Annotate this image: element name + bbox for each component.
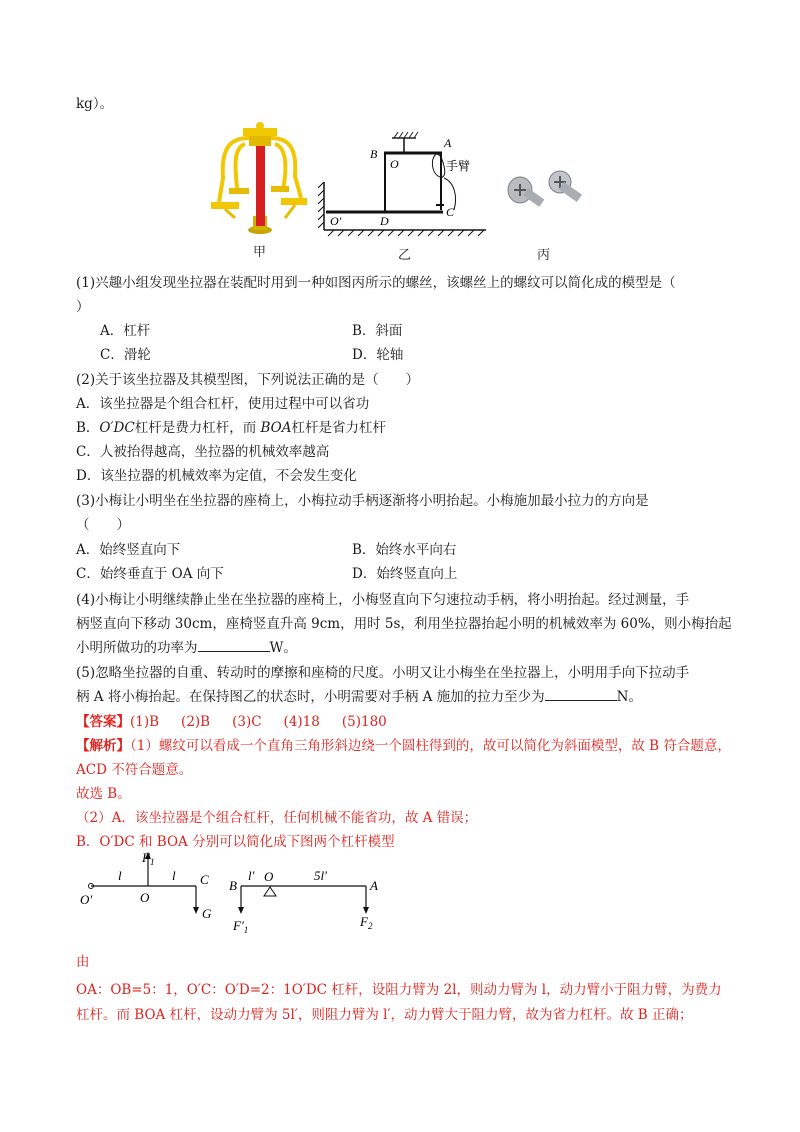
lever1-C: C bbox=[200, 872, 209, 887]
lever2 bbox=[229, 868, 378, 935]
q4-line3-unit: W。 bbox=[269, 640, 297, 656]
answer-label: 【答案】 bbox=[76, 714, 130, 730]
analysis-line2: ACD 不符合题意。 bbox=[76, 762, 193, 778]
lever2-F1prime-letter: F′ bbox=[233, 918, 244, 933]
q2-option-b-prefix: B． bbox=[76, 420, 100, 436]
q2-option-b-suffix: 杠杆是省力杠杆 bbox=[291, 420, 387, 436]
q2-option-b-mid: 杠杆是费力杠杆，而 bbox=[134, 420, 261, 436]
lever-models-diagram bbox=[76, 850, 396, 936]
yi-label-A: A bbox=[444, 136, 452, 150]
figure-yi-label: 乙 bbox=[398, 248, 412, 263]
lever1-Oprime: O′ bbox=[80, 892, 93, 907]
q5-line2-unit: N。 bbox=[616, 689, 642, 705]
lever2-O: O bbox=[264, 869, 274, 884]
q1-option-d: D．轮轴 bbox=[352, 347, 404, 363]
q3-stem-line2: （ ） bbox=[76, 517, 130, 533]
lever2-F1prime bbox=[232, 918, 248, 935]
lever2-five-l: 5l′ bbox=[314, 868, 327, 883]
answer-item-2: (2)B bbox=[181, 714, 211, 730]
q1-stem-line1: (1)兴趣小组发现坐拉器在装配时用到一种如图丙所示的螺丝，该螺丝上的螺纹可以简化成的模型是（ bbox=[76, 275, 676, 291]
yi-label-O: O bbox=[390, 157, 399, 171]
q1-option-b: B．斜面 bbox=[352, 323, 403, 339]
figure-jia-label: 甲 bbox=[253, 245, 267, 260]
lever2-A: A bbox=[370, 878, 378, 893]
top-line-fragment: kg）。 bbox=[76, 96, 114, 112]
yi-label-arm: 手臂 bbox=[446, 159, 471, 173]
analysis-label: 【解析】 bbox=[76, 738, 130, 754]
q5-line2-text: 柄 A 将小梅抬起。在保持图乙的状态时，小明需要对手柄 A 施加的拉力至少为 bbox=[76, 689, 545, 705]
lever1-F1 bbox=[141, 850, 154, 867]
q4-line3 bbox=[76, 636, 297, 656]
lever1-O: O bbox=[140, 890, 150, 905]
analysis-line8: 杠杆。而 BOA 杠杆，设动力臂为 5l′，则阻力臂为 l′，动力臂大于阻力臂，故为省力杠杆。故 B 正确； bbox=[76, 1007, 693, 1023]
answer-item-5: (5)180 bbox=[341, 714, 387, 730]
answer-line bbox=[76, 710, 387, 730]
lever2-B: B bbox=[229, 878, 237, 893]
lever1-l-left: l bbox=[118, 868, 122, 883]
lever2-F1prime-sub: 1 bbox=[243, 925, 249, 935]
q2-option-a: A．该坐拉器是个组合杠杆，使用过程中可以省功 bbox=[76, 396, 370, 412]
q1-option-c: C．滑轮 bbox=[100, 347, 151, 363]
q4-answer-blank[interactable] bbox=[198, 639, 270, 652]
analysis-line4: （2）A．该坐拉器是个组合杠杆，任何机械不能省功，故 A 错误； bbox=[76, 810, 478, 826]
figure-yi-diagram bbox=[318, 130, 493, 242]
lever2-lprime: l′ bbox=[248, 868, 255, 883]
figure-bing-label: 丙 bbox=[537, 248, 551, 263]
analysis-line7: OA：OB=5：1，O′C：O′D=2：1O′DC 杠杆，设阻力臂为 2l，则动力臂为 l，动力臂小于阻力臂，为费力 bbox=[76, 982, 722, 998]
lever2-F2-letter: F bbox=[360, 914, 368, 929]
analysis-line6: 由 bbox=[76, 954, 90, 970]
yi-label-D: D bbox=[380, 214, 389, 228]
q5-line1: (5)忽略坐拉器的自重、转动时的摩擦和座椅的尺度。小明又让小梅坐在坐拉器上，小明用手向下拉动手 bbox=[76, 665, 690, 681]
lever1 bbox=[80, 850, 212, 921]
q5-line2 bbox=[76, 685, 642, 705]
figure-bing-screws bbox=[500, 168, 595, 224]
q3-option-a: A．始终竖直向下 bbox=[76, 542, 181, 558]
analysis-line3: 故选 B。 bbox=[76, 786, 131, 802]
q4-line3-text: 小明所做功的功率为 bbox=[76, 640, 198, 656]
q4-line1: (4)小梅让小明继续静止坐在坐拉器的座椅上，小梅竖直向下匀速拉动手柄，将小明抬起。经过测量，手 bbox=[76, 592, 690, 608]
analysis-line5: B．O′DC 和 BOA 分别可以简化成下图两个杠杆模型 bbox=[76, 834, 395, 850]
lever2-F2-sub: 2 bbox=[367, 921, 373, 931]
q2-stem: (2)关于该坐拉器及其模型图，下列说法正确的是（ ） bbox=[76, 372, 420, 388]
lever1-G: G bbox=[202, 906, 212, 921]
yi-label-B: B bbox=[370, 147, 378, 161]
analysis-line1-text: （1）螺纹可以看成一个直角三角形斜边绕一个圆柱得到的，故可以简化为斜面模型，故 B 符合题意， bbox=[130, 738, 731, 754]
lever1-F1-sub: 1 bbox=[149, 857, 155, 867]
answer-item-3: (3)C bbox=[232, 714, 262, 730]
lever2-F2 bbox=[359, 914, 373, 931]
figure-jia-machine bbox=[205, 118, 310, 240]
q1-option-a: A．杠杆 bbox=[100, 323, 151, 339]
yi-label-Oprime: O′ bbox=[330, 214, 342, 228]
q3-stem-line1: (3)小梅让小明坐在坐拉器的座椅上，小梅拉动手柄逐渐将小明抬起。小梅施加最小拉力的方向是 bbox=[76, 493, 649, 509]
q1-stem-line2: ） bbox=[76, 299, 90, 315]
q2-option-d: D．该坐拉器的机械效率为定值，不会发生变化 bbox=[76, 468, 357, 484]
lever1-F1-letter: F bbox=[142, 850, 150, 865]
q2-option-b-lever1: O′DC bbox=[99, 420, 135, 436]
lever1-l-right: l bbox=[172, 868, 176, 883]
q4-line2: 柄竖直向下移动 30cm，座椅竖直升高 9cm，用时 5s，利用坐拉器抬起小明的机械效率为 60%，则小梅抬起 bbox=[76, 616, 732, 632]
q2-option-b-lever2: BOA bbox=[260, 420, 292, 436]
q2-option-b bbox=[76, 416, 386, 436]
analysis-line1 bbox=[76, 734, 731, 754]
q3-option-d: D．始终竖直向上 bbox=[352, 566, 458, 582]
answer-item-1: (1)B bbox=[130, 714, 160, 730]
q5-answer-blank[interactable] bbox=[545, 688, 617, 701]
q2-option-c: C．人被抬得越高，坐拉器的机械效率越高 bbox=[76, 444, 330, 460]
q3-option-b: B．始终水平向右 bbox=[352, 542, 457, 558]
yi-label-C: C bbox=[446, 205, 455, 219]
answer-item-4: (4)18 bbox=[283, 714, 320, 730]
q3-option-c: C．始终垂直于 OA 向下 bbox=[76, 566, 224, 582]
